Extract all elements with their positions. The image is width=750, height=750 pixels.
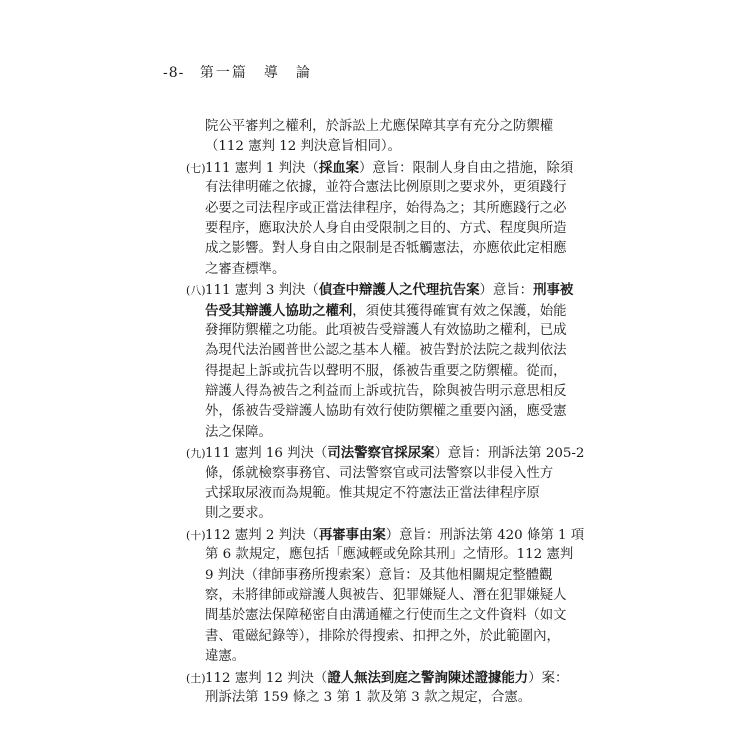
- text-run: 111 憲判 1 判決（: [205, 160, 319, 176]
- text-line: [186, 668, 606, 688]
- text-run: ）案：: [528, 670, 569, 686]
- text-line: [205, 402, 606, 422]
- text-run: 則之要求。: [205, 506, 272, 522]
- item-marker: (七): [186, 161, 206, 175]
- text-run: 為現代法治國普世公認之基本人權。被告對於法院之裁判依法: [205, 343, 567, 359]
- text-line: [205, 606, 606, 626]
- text-run: 111 憲判 16 判決（: [205, 446, 328, 462]
- text-run: 刑訴法第 159 條之 3 第 1 款及第 3 款之規定，合憲。: [205, 689, 532, 705]
- text-line: [186, 443, 606, 463]
- text-run: 院公平審判之權利，於訴訟上尤應保障其享有充分之防禦權: [205, 119, 554, 134]
- text-line: [205, 301, 606, 321]
- item-marker: (九): [186, 447, 206, 461]
- text-line: [205, 178, 606, 198]
- case-title: 證人無法到庭之警詢陳述證據能力: [327, 669, 529, 686]
- text-line: [205, 464, 606, 484]
- text-run: 第 6 款規定，應包括「應減輕或免除其刑」之情形。112 憲判: [205, 547, 574, 563]
- body-text: [186, 117, 606, 708]
- paragraph: [186, 117, 606, 158]
- text-run: 發揮防禦權之功能。此項被告受辯護人有效協助之權利，已成: [205, 322, 567, 338]
- paragraph: [186, 443, 606, 525]
- text-run: 有法律明確之依據，並符合憲法比例原則之要求外，更須踐行: [205, 180, 567, 196]
- item-marker: (土): [186, 671, 206, 685]
- text-line: [205, 504, 606, 524]
- text-line: [186, 525, 606, 545]
- page-number: -8-: [163, 65, 185, 81]
- text-run: ）意旨：刑訴法第 420 條第 1 項: [385, 527, 585, 543]
- text-run: ）意旨：: [479, 283, 534, 299]
- text-line: [205, 137, 606, 157]
- text-line: [205, 647, 606, 667]
- text-run: 書、電磁紀錄等），排除於得搜索、扣押之外，於此範圍內，: [205, 628, 560, 644]
- chapter-title: 第一篇 導 論: [199, 65, 312, 81]
- paragraph: [186, 668, 606, 709]
- text-line: [205, 321, 606, 341]
- text-run: 辯護人得為被告之利益而上訴或抗告，除與被告明示意思相反: [205, 384, 567, 400]
- text-line: [205, 545, 606, 565]
- text-line: [205, 423, 606, 443]
- text-run: （112 憲判 12 判決意旨相同）。: [205, 139, 401, 155]
- text-line: [186, 158, 606, 178]
- text-line: [205, 484, 606, 504]
- text-run: 之審查標準。: [205, 261, 286, 277]
- text-line: [205, 341, 606, 361]
- case-title: 偵查中辯護人之代理抗告案: [318, 282, 480, 299]
- case-title: 告受其辯護人協助之權利: [205, 302, 353, 319]
- text-run: 112 憲判 2 判決（: [205, 527, 319, 543]
- item-marker: (十): [186, 528, 206, 542]
- text-line: [205, 362, 606, 382]
- text-line: [205, 382, 606, 402]
- text-run: ）意旨：刑訴法第 205-2: [434, 446, 585, 462]
- text-run: ，須使其獲得確實有效之保護，始能: [352, 303, 567, 319]
- text-run: 111 憲判 3 判決（: [205, 283, 319, 299]
- paragraph: [186, 525, 606, 668]
- text-run: 條，係就檢察事務官、司法警察官或司法警察以非侵入性方: [205, 465, 554, 481]
- text-run: 式採取尿液而為規範。惟其規定不符憲法正當法律程序原: [205, 486, 540, 502]
- text-run: 112 憲判 12 判決（: [205, 670, 328, 686]
- text-line: [205, 586, 606, 606]
- text-line: [205, 688, 606, 708]
- text-run: 必要之司法程序或正當法律程序，始得為之；其所應踐行之必: [205, 200, 567, 216]
- text-run: 要程序，應取決於人身自由受限制之目的、方式、程度與所造: [205, 220, 567, 236]
- text-run: 間基於憲法保障秘密自由溝通權之行使而生之文件資料（如文: [205, 608, 567, 624]
- case-title: 司法警察官採尿案: [327, 445, 435, 462]
- text-line: [205, 239, 606, 259]
- text-run: 法之保障。: [205, 424, 272, 440]
- paragraph: [186, 158, 606, 280]
- text-run: 外，係被告受辯護人協助有效行使防禦權之重要內涵，應受憲: [205, 404, 567, 420]
- text-line: [186, 280, 606, 300]
- text-line: [205, 199, 606, 219]
- running-header: [163, 62, 312, 82]
- text-line: [205, 219, 606, 239]
- text-run: 成之影響。對人身自由之限制是否牴觸憲法，亦應依此定相應: [205, 241, 567, 257]
- text-run: 9 判決（律師事務所搜索案）意旨：及其他相關規定整體觀: [205, 567, 553, 583]
- text-run: 得提起上訴或抗告以聲明不服，係被告重要之防禦權。從而，: [205, 363, 567, 379]
- text-line: [205, 117, 606, 137]
- text-run: 違憲。: [205, 649, 246, 665]
- text-run: 察，未將律師或辯護人與被告、犯罪嫌疑人、潛在犯罪嫌疑人: [205, 587, 567, 603]
- text-line: [205, 260, 606, 280]
- paragraph: [186, 280, 606, 443]
- text-run: ）意旨：限制人身自由之措施，除須: [358, 160, 574, 176]
- text-line: [205, 566, 606, 586]
- text-line: [205, 627, 606, 647]
- item-marker: (八): [186, 284, 206, 298]
- case-title: 再審事由案: [318, 526, 386, 543]
- case-title: 採血案: [318, 159, 359, 176]
- case-title: 刑事被: [533, 282, 574, 299]
